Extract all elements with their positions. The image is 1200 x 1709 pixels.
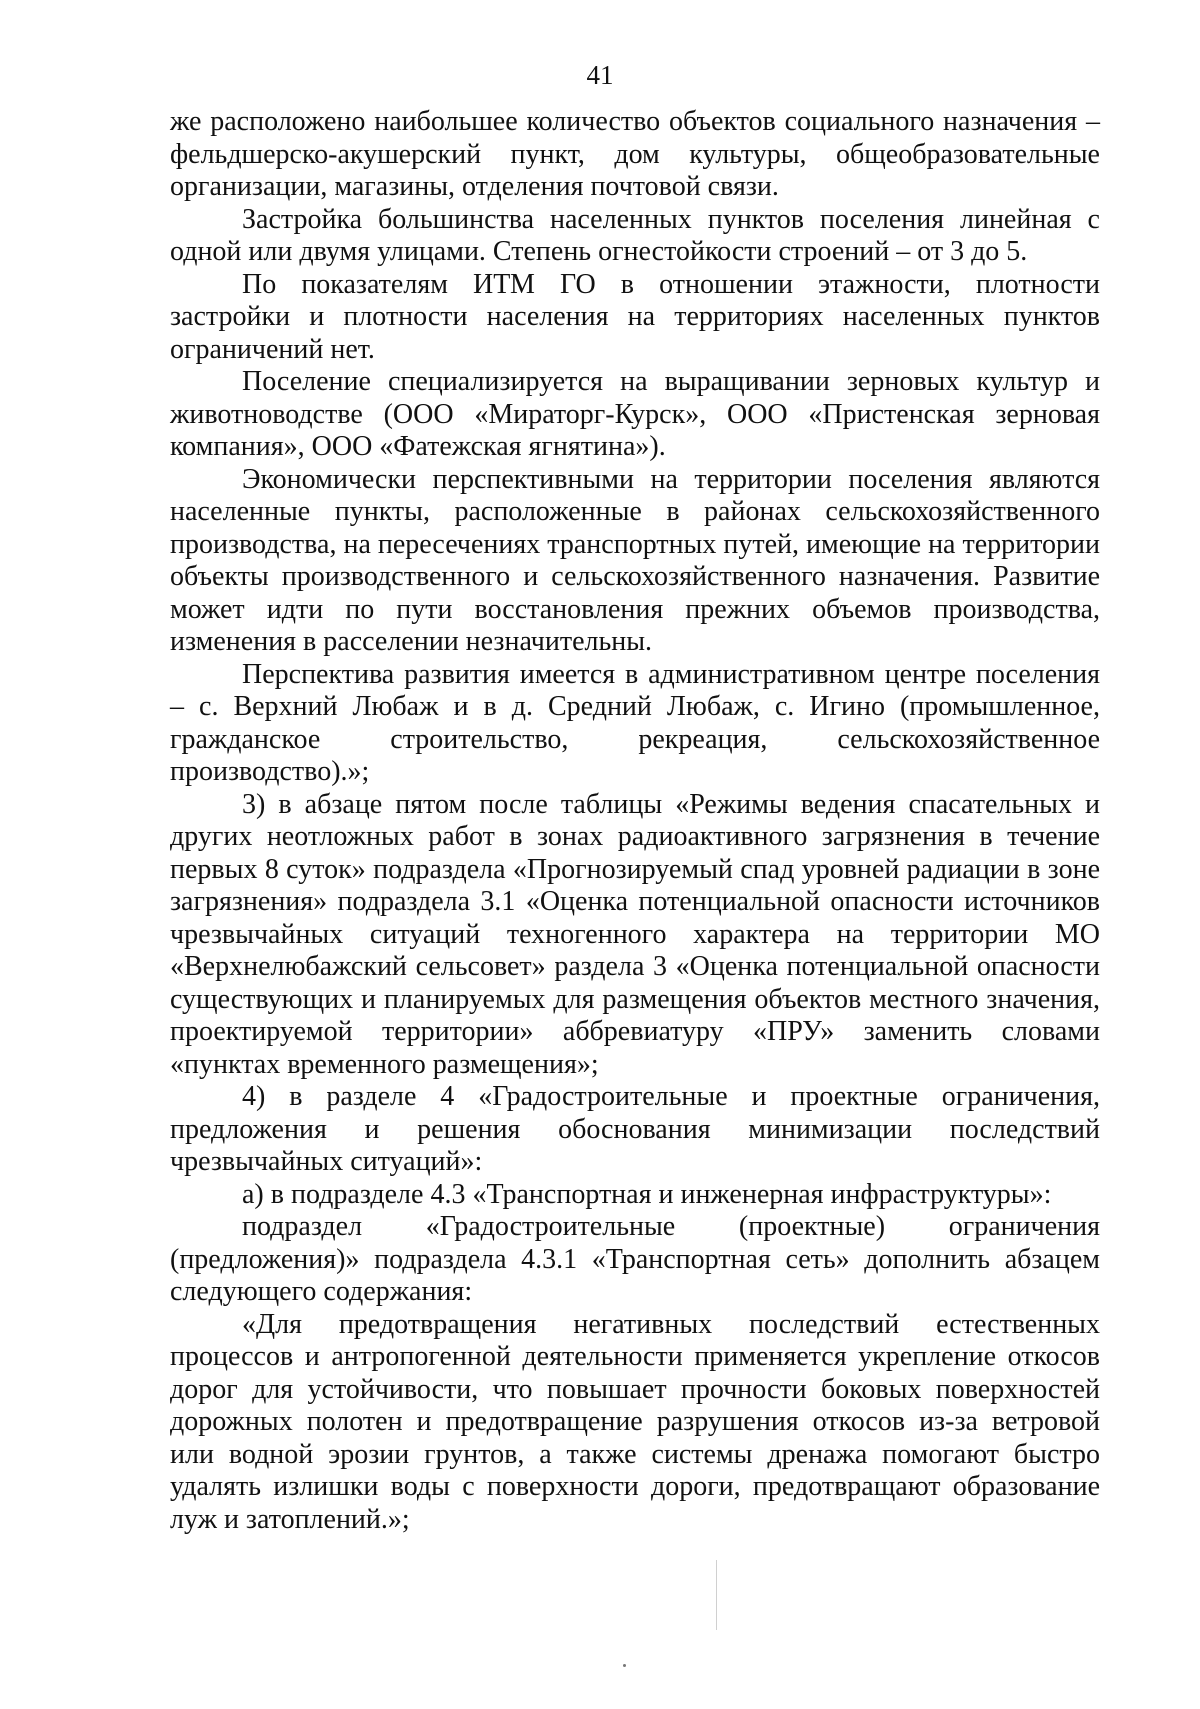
paragraph-amendment-4: 4) в разделе 4 «Градостроительные и проектные ограничения, предложения и решения обоснования минимизации последствий чрезвычайных ситуаций»:	[170, 1081, 1100, 1177]
paragraph-subsection-4-3-1: подраздел «Градостроительные (проектные) ограничения (предложения)» подраздела 4.3.1 «Транспортная сеть» дополнить абзацем следующего содержания:	[170, 1211, 1100, 1307]
paragraph-amendment-3: 3) в абзаце пятом после таблицы «Режимы ведения спасательных и других неотложных работ в зонах радиоактивного загрязнения в течение первых 8 суток» подраздела «Прогнозируемый спад уровней радиации в зоне загрязнения» подраздела 3.1 «Оценка потенциальной опасности источников чрезвычайных ситуаций техногенного характера на территории МО «Верхнелюбажский сельсовет» раздела 3 «Оценка потенциальной опасности существующих и планируемых для размещения объектов местного значения, проектируемой территории» аббревиатуру «ПРУ» заменить словами «пунктах временного размещения»;	[170, 788, 1100, 1080]
paragraph-itm-go-indicators: По показателям ИТМ ГО в отношении этажности, плотности застройки и плотности населения на территориях населенных пунктов ограничений нет.	[170, 268, 1100, 365]
paragraph-subsection-4-3: а) в подразделе 4.3 «Транспортная и инженерная инфраструктуры»:	[242, 1178, 1052, 1210]
page-number: 41	[586, 60, 614, 90]
paragraph-economic-prospects: Экономически перспективными на территории поселения являются населенные пункты, расположенные в районах сельскохозяйственного производства, на пересечениях транспортных путей, имеющие на территории объекты производственного и сельскохозяйственного назначения. Развитие может идти по пути восстановления прежних объемов производства, изменения в расселении незначительны.	[170, 463, 1100, 657]
paragraph-specialization: Поселение специализируется на выращивании зерновых культур и животноводстве (ООО «Мираторг-Курск», ООО «Пристенская зерновая компания», ООО «Фатежская ягнятина»).	[170, 366, 1100, 462]
paragraph-building-layout: Застройка большинства населенных пунктов поселения линейная с одной или двумя улицами. Степень огнестойкости строений – от 3 до 5.	[170, 203, 1100, 267]
paragraph-social-objects: же расположено наибольшее количество объектов социального назначения – фельдшерско-акушерский пункт, дом культуры, общеобразовательные организации, магазины, отделения почтовой связи.	[170, 106, 1100, 202]
scan-artifact-dot	[623, 1664, 626, 1667]
paragraph-new-insertion-quote: «Для предотвращения негативных последствий естественных процессов и антропогенной деятельности применяется укрепление откосов дорог для устойчивости, что повышает прочности боковых поверхностей дорожных полотен и предотвращение разрушения откосов из-за ветровой или водной эрозии грунтов, а также системы дренажа помогают быстро удалять излишки воды с поверхности дороги, предотвращают образование луж и затоплений.»;	[170, 1308, 1100, 1535]
scan-artifact-line	[716, 1560, 717, 1630]
paragraph-development-perspective: Перспектива развития имеется в административном центре поселения – с. Верхний Любаж и в д. Средний Любаж, с. Игино (промышленное, гражданское строительство, рекреация, сельскохозяйственное производство).»;	[170, 658, 1100, 787]
document-body	[170, 106, 1100, 1536]
